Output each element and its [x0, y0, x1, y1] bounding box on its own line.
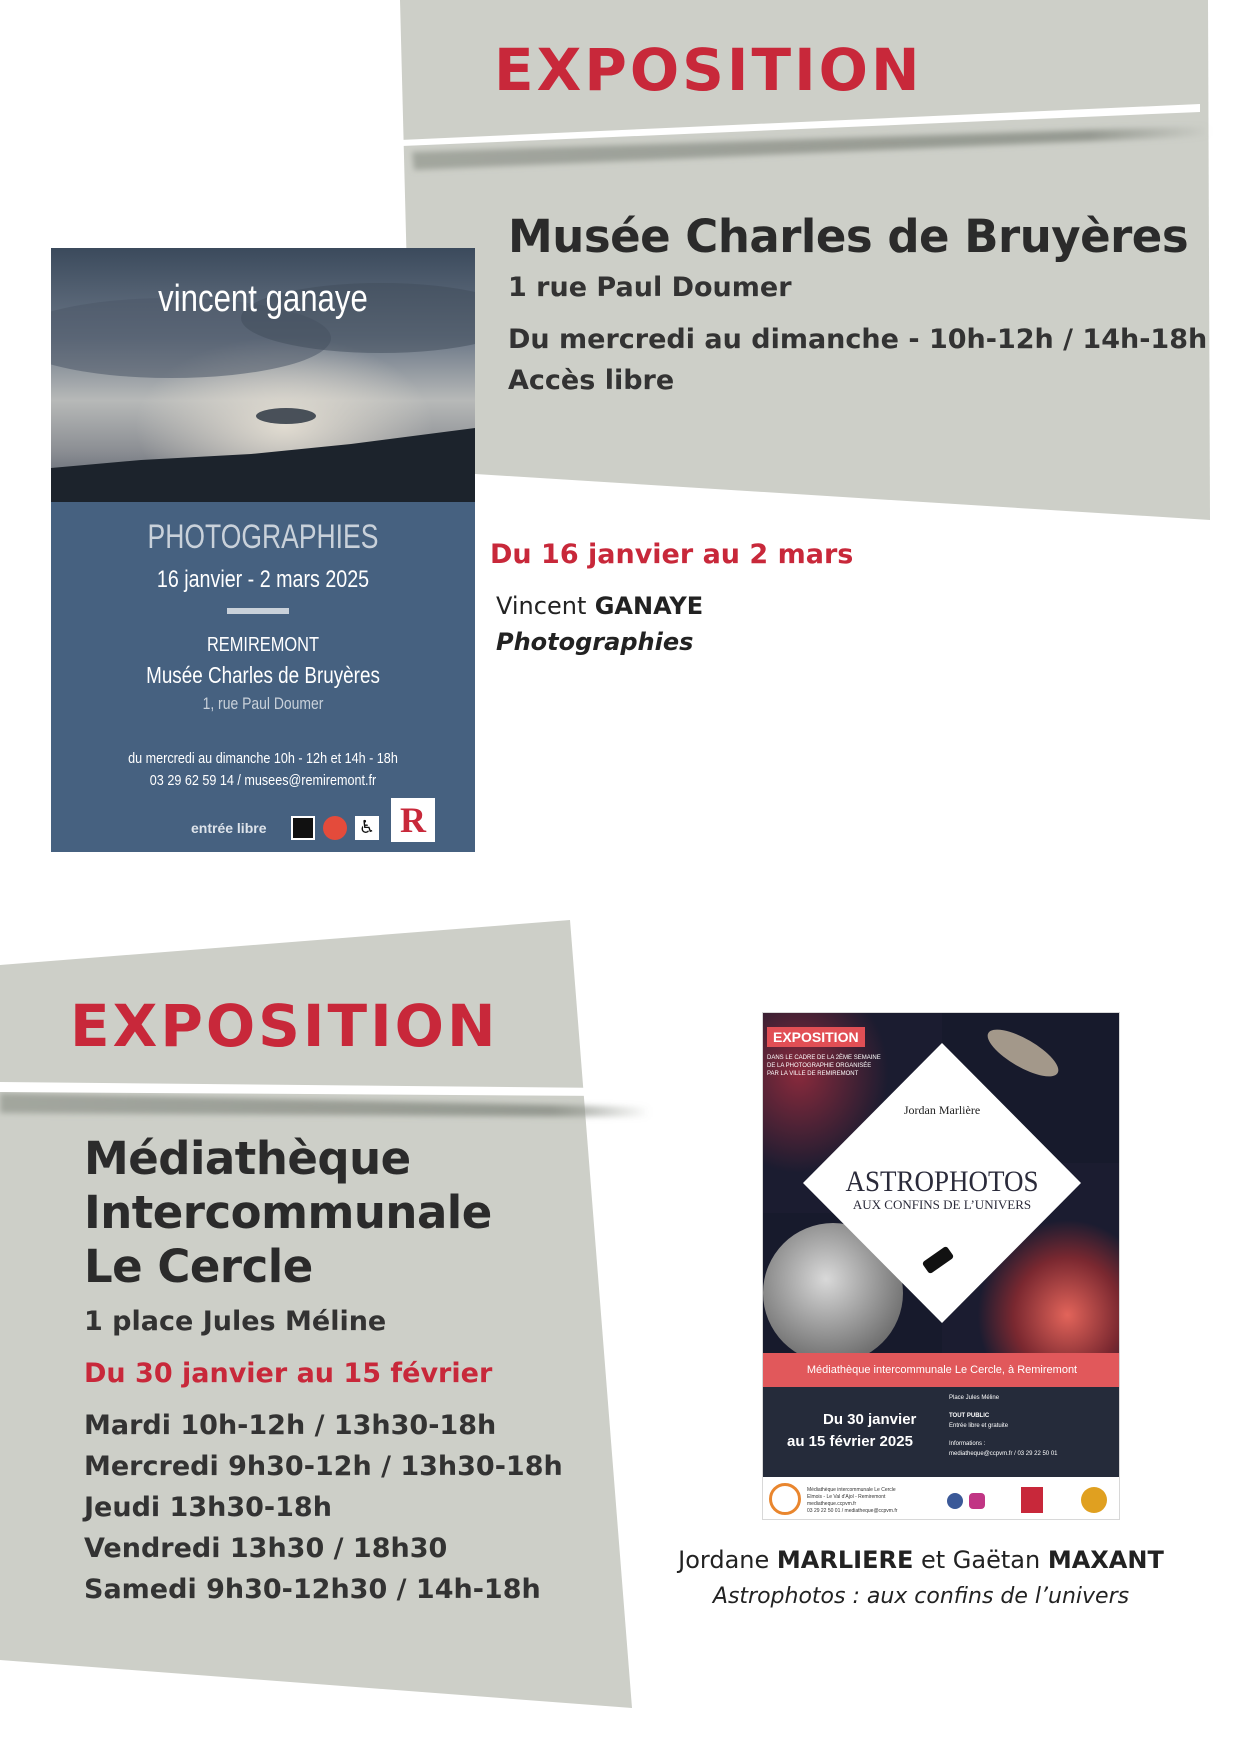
section1-hours: Du mercredi au dimanche - 10h-12h / 14h-18h	[508, 324, 1208, 355]
poster2-intro: DE LA PHOTOGRAPHIE ORGANISÉE	[767, 1063, 872, 1069]
artist-last-a: MARLIERE	[776, 1546, 914, 1574]
poster2-dates-line1: Du 30 janvier	[823, 1411, 917, 1428]
section1-address: 1 rue Paul Doumer	[508, 272, 792, 303]
poster1-entry: entrée libre	[191, 820, 267, 836]
museum-icon	[291, 816, 315, 840]
schedule-row: Vendredi 13h30 / 18h30	[84, 1533, 448, 1564]
instagram-icon	[969, 1493, 985, 1509]
poster1-city: REMIREMONT	[206, 634, 320, 656]
poster2-badge: EXPOSITION	[767, 1027, 865, 1047]
poster1-address: 1, rue Paul Doumer	[202, 694, 324, 713]
poster2-footer: mediatheque.ccpvm.fr	[807, 1501, 857, 1507]
poster2-dates-line2: au 15 février 2025	[787, 1433, 913, 1450]
poster2-subtitle: AUX CONFINS DE L’UNIVERS	[852, 1197, 1032, 1212]
section2-dates: Du 30 janvier au 15 février	[84, 1358, 493, 1389]
poster2-intro: DANS LE CADRE DE LA 2ÈME SEMAINE	[767, 1055, 881, 1061]
poster2-intro: PAR LA VILLE DE REMIREMONT	[767, 1071, 859, 1077]
schedule-row: Samedi 9h30-12h30 / 14h-18h	[84, 1574, 541, 1605]
poster2-venue-band: Médiathèque intercommunale Le Cercle, à Remiremont	[763, 1353, 1120, 1387]
poster2-footer: Médiathèque intercommunale Le Cercle	[807, 1487, 896, 1493]
remiremont-logo-small	[1021, 1487, 1043, 1513]
section2-venue-line3: Le Cercle	[84, 1240, 313, 1293]
poster-astrophotos	[762, 1012, 1120, 1520]
section2-artists	[641, 1546, 1201, 1574]
section2-venue-line1: Médiathèque	[84, 1132, 411, 1185]
schedule-row: Mercredi 9h30-12h / 13h30-18h	[84, 1451, 563, 1482]
poster1-dates: 16 janvier - 2 mars 2025	[156, 566, 370, 593]
section1-subtitle: Photographies	[496, 628, 694, 656]
poster1-artist: vincent ganaye	[158, 278, 368, 320]
section1-artist	[496, 592, 703, 620]
ville-logo	[1081, 1487, 1107, 1513]
section1-dates: Du 16 janvier au 2 mars	[490, 539, 854, 570]
poster2-info: TOUT PUBLIC	[949, 1413, 990, 1419]
section2-address: 1 place Jules Méline	[84, 1306, 387, 1337]
poster-ganaye	[51, 248, 475, 852]
cercle-logo	[769, 1483, 801, 1515]
facebook-icon	[947, 1493, 963, 1509]
poster2-author: Jordan Marlière	[903, 1103, 981, 1117]
poster2-footer: 03 29 22 50 01 / mediatheque@ccpvm.fr	[807, 1508, 898, 1514]
label-icon	[323, 816, 347, 840]
artist-first-name: Vincent	[496, 592, 587, 620]
section2-heading: EXPOSITION	[70, 992, 499, 1060]
poster2-footer: Elmois - Le Val d'Ajol - Remiremont	[807, 1494, 886, 1500]
poster1-venue: Musée Charles de Bruyères	[146, 662, 380, 688]
schedule-row: Mardi 10h-12h / 13h30-18h	[84, 1410, 497, 1441]
poster2-title: ASTROPHOTOS	[845, 1165, 1039, 1198]
poster2-info: Place Jules Méline	[949, 1395, 1000, 1401]
artist-last-b: MAXANT	[1047, 1546, 1164, 1574]
poster2-info: Entrée libre et gratuite	[949, 1423, 1009, 1429]
section1-venue: Musée Charles de Bruyères	[508, 210, 1189, 263]
poster1-contact: 03 29 62 59 14 / musees@remiremont.fr	[149, 772, 377, 789]
remiremont-logo: R	[391, 798, 435, 842]
accessibility-icon: ♿	[355, 816, 379, 840]
schedule-row: Jeudi 13h30-18h	[84, 1492, 332, 1523]
poster1-hours: du mercredi au dimanche 10h - 12h et 14h - 18h	[128, 750, 398, 767]
poster2-info-panel	[763, 1387, 1120, 1477]
poster1-title: PHOTOGRAPHIES	[147, 518, 379, 556]
poster2-info: Informations :	[949, 1441, 986, 1447]
section1-access: Accès libre	[508, 365, 675, 396]
poster2-info: mediatheque@ccpvm.fr / 03 29 22 50 01	[949, 1451, 1058, 1457]
artist-first-b: et Gaëtan	[921, 1546, 1041, 1574]
artist-first-a: Jordane	[678, 1546, 770, 1574]
artist-last-name: GANAYE	[594, 592, 704, 620]
section2-subtitle: Astrophotos : aux confins de l’univers	[712, 1584, 1130, 1609]
poster1-divider	[227, 608, 289, 614]
section1-heading: EXPOSITION	[494, 36, 923, 104]
section2-venue-line2: Intercommunale	[84, 1186, 492, 1239]
